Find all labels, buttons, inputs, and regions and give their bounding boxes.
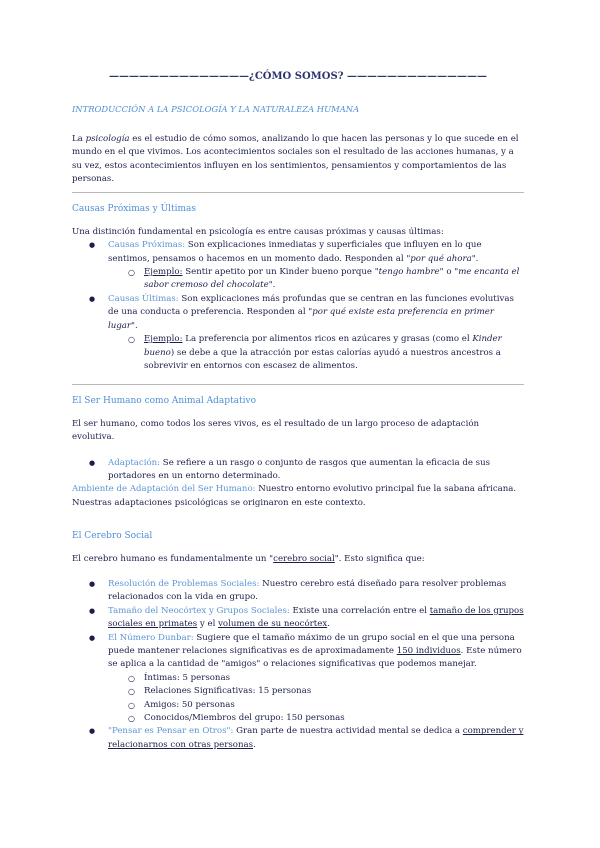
- ejemplo-italic: Kinder bueno: [144, 334, 502, 358]
- intro-term: psicología: [85, 133, 130, 144]
- section-heading-cerebro: El Cerebro Social: [72, 531, 153, 542]
- section-heading-humano: El Ser Humano como Animal Adaptativo: [72, 396, 257, 407]
- neocortex-label: Tamaño del Neocórtex y Grupos Sociales:: [108, 605, 290, 616]
- document-content: [72, 70, 524, 752]
- ejemplo-quote-1: tengo hambre: [378, 267, 440, 278]
- intro-paragraph: [72, 133, 524, 187]
- ejemplo-label: Ejemplo:: [144, 267, 183, 278]
- intro-post: es el estudio de cómo somos, analizando lo que hacen las personas y lo que sucede en el mundo en el que vivimos. Los acontecimientos sociales son el resultado de las acciones humanas, y a su vez, estos acontecimientos influyen en los sentimientos, pensamientos y comportamientos de las personas.: [72, 133, 519, 185]
- pensar-underline: comprender y relacionarnos con otras personas: [108, 726, 524, 750]
- resolucion-text: Nuestro cerebro está diseñado para resolver problemas relacionados con la vida en grupo.: [108, 578, 507, 603]
- adaptacion-text: Se refiere a un rasgo o conjunto de rasgos que aumentan la eficacia de sus portadores en un entorno determinado.: [108, 457, 491, 481]
- dunbar-sublist: [108, 672, 524, 726]
- cerebro-lead-post: ". Esto significa que:: [334, 553, 425, 564]
- pensar-label: "Pensar es Pensar en Otros":: [108, 726, 234, 737]
- causas-ultimas-sublist: [108, 333, 524, 373]
- list-item-proximas-ejemplo: [108, 266, 524, 293]
- pensar-text-1: Gran parte de nuestra actividad mental se dedica a: [233, 726, 463, 737]
- causas-lead: Una distinción fundamental en psicología es entre causas próximas y causas últimas:: [72, 226, 444, 237]
- list-item-neocortex: [72, 605, 524, 632]
- causas-proximas-end: ".: [471, 253, 479, 264]
- humano-list: [72, 457, 524, 484]
- page-title: ——————————————¿CÓMO SOMOS? ——————————————: [108, 71, 488, 82]
- cerebro-lead-term: cerebro social: [273, 553, 335, 564]
- section-heading-causas: Causas Próximas y Últimas: [72, 204, 197, 215]
- list-item-dunbar-significativas: ○ Relaciones Significativas: 15 personas: [108, 685, 524, 698]
- neocortex-text-1: Existe una correlación entre el: [289, 605, 430, 616]
- cerebro-lead: [72, 553, 524, 566]
- list-item-dunbar-amigos: ○ Amigos: 50 personas: [108, 699, 524, 712]
- humano-lead: El ser humano, como todos los seres vivos, es el resultado de un largo proceso de adaptación evolutiva.: [72, 418, 480, 443]
- intro-pre: La: [72, 133, 86, 144]
- dunbar-label: El Número Dunbar:: [108, 632, 194, 643]
- ambiente-text: Nuestro entorno evolutivo principal fue la sabana africana. Nuestras adaptaciones psicológicas se originaron en este contexto.: [72, 484, 517, 508]
- adaptacion-label: Adaptación:: [108, 457, 161, 468]
- list-item-dunbar-intimas: ○ Íntimas: 5 personas: [108, 672, 524, 685]
- list-item-pensar: [72, 725, 524, 752]
- list-item-adaptacion: [72, 457, 524, 484]
- ejemplo-text: La preferencia por alimentos ricos en azúcares y grasas (como el: [182, 334, 473, 345]
- list-item-dunbar-conocidos: ○ Conocidos/Miembros del grupo: 150 personas: [108, 712, 524, 725]
- ejemplo-mid: " o ": [439, 267, 459, 278]
- causas-ultimas-text: Son explicaciones más profundas que se centran en las funciones evolutivas de una conducta o preferencia. Responden al ": [108, 293, 514, 318]
- ejemplo-quote-2: me encanta el sabor cremoso del chocolate: [144, 267, 520, 291]
- ambiente-label: Ambiente de Adaptación del Ser Humano:: [72, 484, 256, 495]
- causas-list: [72, 239, 524, 373]
- causas-proximas-quote: por qué ahora: [410, 253, 472, 264]
- list-item-ultimas-ejemplo: [108, 333, 524, 373]
- resolucion-label: Resolución de Problemas Sociales:: [108, 578, 260, 589]
- ejemplo-end: ) se debe a que la atracción por estas calorías ayudó a nuestros ancestros a sobrevivir en entornos con escasez de alimentos.: [144, 347, 501, 371]
- causas-proximas-text: Son explicaciones inmediatas y superficiales que influyen en lo que sentimos, pensamos o hacemos en un momento dado. Responden al ": [108, 240, 482, 264]
- section-divider: [72, 384, 524, 385]
- dunbar-underline: 150 individuos: [396, 646, 461, 656]
- subtitle: INTRODUCCIÓN A LA PSICOLOGÍA Y LA NATURALEZA HUMANA: [72, 104, 360, 115]
- cerebro-lead-pre: El cerebro humano es fundamentalmente un ": [72, 553, 274, 564]
- list-item-causas-ultimas: [72, 293, 524, 373]
- dunbar-text-2: . Este número se aplica a la cantidad de "amigos" o relaciones significativas que podemos manejar.: [108, 646, 522, 670]
- neocortex-underline-2: volumen de su neocórtex: [218, 619, 328, 630]
- cerebro-list: [72, 578, 524, 752]
- neocortex-end: .: [327, 619, 330, 630]
- ejemplo-end: ".: [268, 280, 276, 291]
- pensar-end: .: [253, 739, 256, 750]
- neocortex-text-2: y el: [197, 619, 219, 630]
- ejemplo-label: Ejemplo:: [144, 334, 183, 345]
- list-item-resolucion: [72, 578, 524, 605]
- dunbar-text-1: Sugiere que el tamaño máximo de un grupo social en el que una persona puede mantener relaciones significativas es de aproximadamente: [108, 632, 515, 656]
- ejemplo-text: Sentir apetito por un Kinder bueno porque ": [182, 267, 379, 278]
- causas-proximas-sublist: [108, 266, 524, 293]
- causas-ultimas-quote: por qué existe esta preferencia en primer lugar: [108, 307, 494, 331]
- causas-ultimas-label: Causas Últimas:: [108, 293, 179, 304]
- ambiente-paragraph: [72, 483, 524, 510]
- list-item-causas-proximas: [72, 239, 524, 293]
- section-divider: [72, 192, 524, 193]
- list-item-dunbar: [72, 632, 524, 726]
- causas-proximas-label: Causas Próximas:: [108, 240, 186, 251]
- causas-ultimas-end: ".: [131, 320, 138, 331]
- neocortex-underline-1: tamaño de los grupos sociales en primates: [108, 605, 524, 630]
